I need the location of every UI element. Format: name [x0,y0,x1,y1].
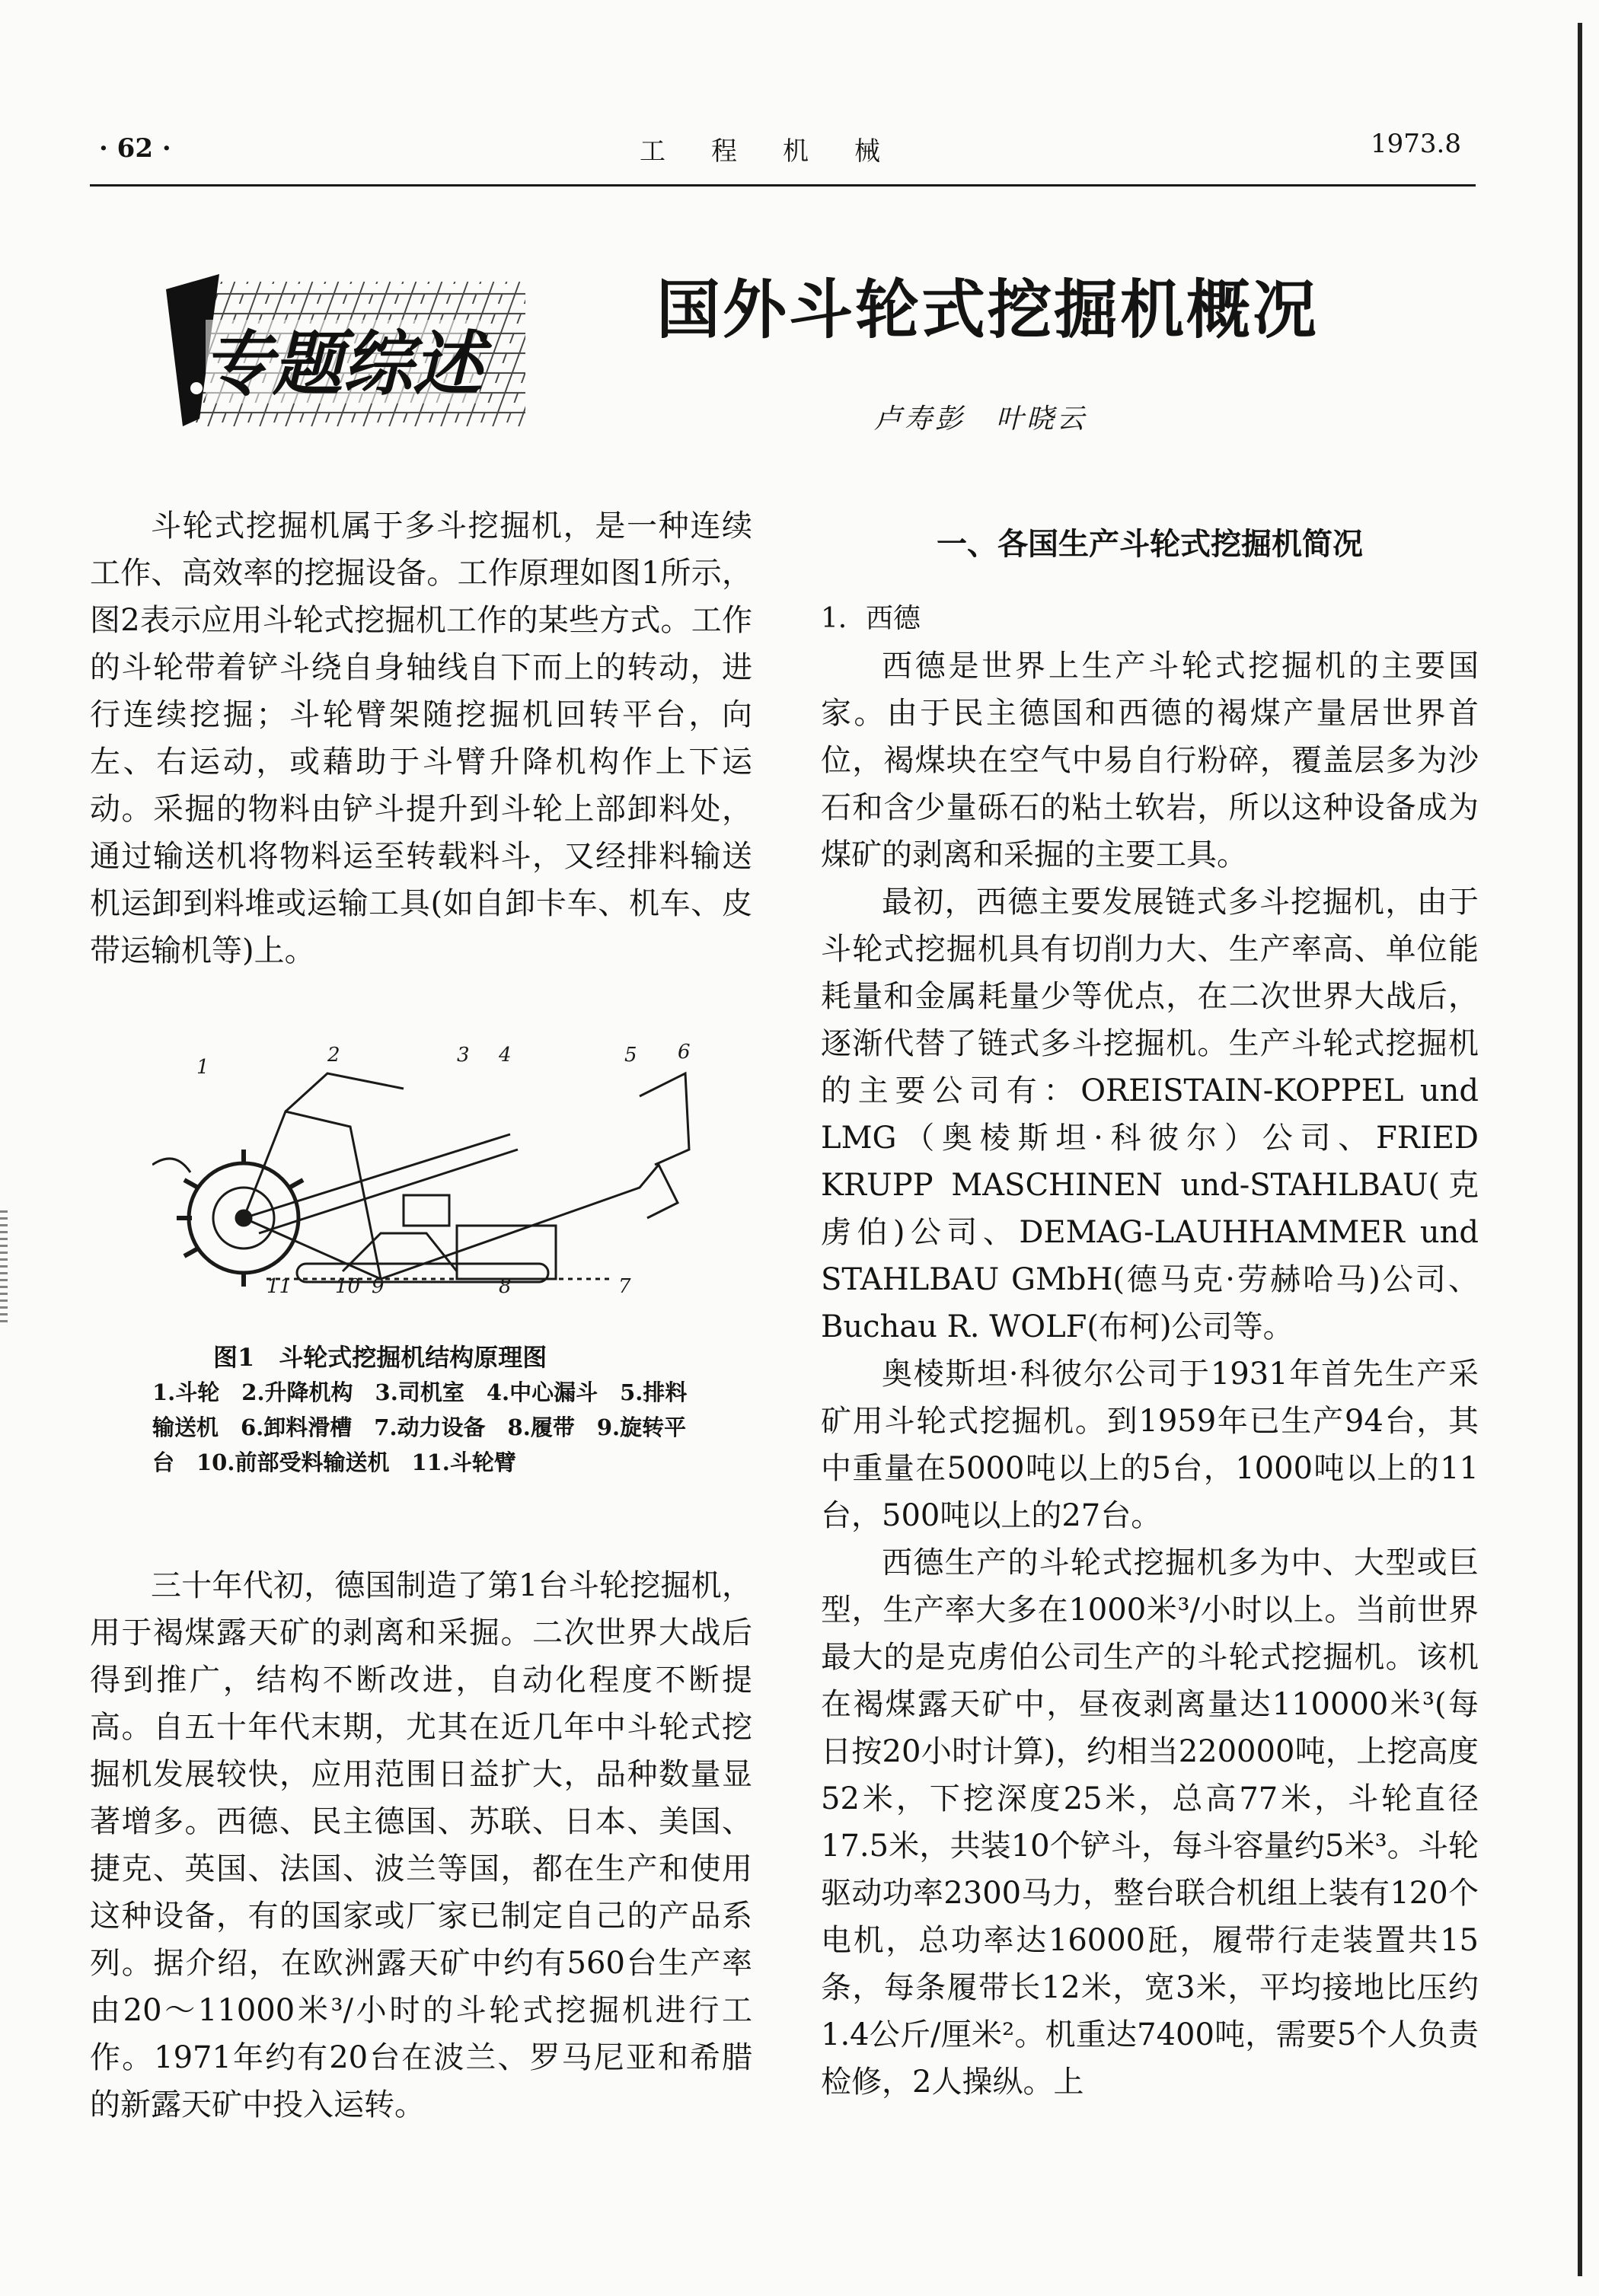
wheel-boom [244,1134,518,1279]
fig-label-10: 10 [335,1275,361,1294]
figure-1-excavator-diagram [152,1043,716,1294]
right-column [821,502,1479,2106]
history-paragraph: 三十年代初，德国制造了第1台斗轮挖掘机，用于褐煤露天矿的剥离和采掘。二次世界大战后得到推广，结构不断改进，自动化程度不断提高。自五十年代末期，尤其在近几年中斗轮式挖掘机发展较快，应用范围日益扩大，品种数量显著增多。西德、民主德国、苏联、日本、美国、捷克、英国、法国、波兰等国，都在生产和使用这种设备，有的国家或厂家已制定自己的产品系列。据介绍，在欧洲露天矿中约有560台生产率由20～11000米³/小时的斗轮式挖掘机进行工作。1971年约有20台在波兰、罗马尼亚和希腊的新露天矿中投入运转。 [90,1568,752,2122]
article-title: 国外斗轮式挖掘机概况 [656,273,1320,347]
discharge-chute [640,1073,689,1165]
subsection-heading: 1．西德 [821,603,921,634]
left-column-intro [90,502,752,974]
paragraph-1: 西德是世界上生产斗轮式挖掘机的主要国家。由于民主德国和西德的褐煤产量居世界首位，褐煤块在空气中易自行粉碎，覆盖层多为沙石和含少量砾石的粘土软岩，所以这种设备成为煤矿的剥离和采掘的主要工具。 [821,649,1479,872]
running-header [0,126,1599,171]
page-edge-shadow [1578,23,1582,2276]
fig-label-3: 3 [457,1044,470,1067]
figure-1-caption: 图1 斗轮式挖掘机结构原理图 [213,1343,547,1372]
fig-label-6: 6 [678,1043,691,1063]
scan-margin-marks [0,1210,8,1325]
paragraph-3: 奥棱斯坦·科彼尔公司于1931年首先生产采矿用斗轮式挖掘机。到1959年已生产94台，其中重量在5000吨以上的5台，1000吨以上的11台，500吨以上的27台。 [821,1357,1479,1533]
author-1: 卢寿彭 [874,403,966,435]
fig-label-4: 4 [499,1044,512,1067]
fig-label-2: 2 [327,1044,340,1067]
page-number: · 62 · [99,133,171,164]
authors [874,397,1087,436]
left-column-history [90,1562,752,2129]
issue-date: 1973.8 [1371,129,1461,159]
bucket-wheel [177,1150,303,1287]
journal-name: 工程机械 [640,136,926,167]
intro-paragraph: 斗轮式挖掘机属于多斗挖掘机，是一种连续工作、高效率的挖掘设备。工作原理如图1所示，图2表示应用斗轮式挖掘机工作的某些方式。工作的斗轮带着铲斗绕自身轴线自下而上的转动，进行连续挖掘；斗轮臂架随挖掘机回转平台，向左、右运动，或藉助于斗臂升降机构作上下运动。采掘的物料由铲斗提升到斗轮上部卸料处，通过输送机将物料运至转载料斗，又经排料输送机运卸到料堆或运输工具(如自卸卡车、机车、皮带运输机等)上。 [90,509,752,968]
fig-label-7: 7 [618,1275,631,1294]
discharge-conveyor [381,1165,678,1279]
figure-1-legend: 1.斗轮 2.升降机构 3.司机室 4.中心漏斗 5.排料输送机 6.卸料滑槽 7.动力设备 8.履带 9.旋转平台 10.前部受料输送机 11.斗轮臂 [152,1379,688,1475]
fig-label-11: 11 [266,1275,292,1294]
author-2: 叶晓云 [996,403,1088,435]
center-hopper [343,1233,457,1271]
topic-review-stamp [160,274,533,434]
fig-label-5: 5 [624,1044,637,1067]
section-title: 一、各国生产斗轮式挖掘机简况 [937,527,1363,562]
stamp-text: 专题综述 [202,323,484,405]
operator-cab [404,1195,449,1226]
paragraph-4: 西德生产的斗轮式挖掘机多为中、大型或巨型，生产率大多在1000米³/小时以上。当前世界最大的是克虏伯公司生产的斗轮式挖掘机。该机在褐煤露天矿中，昼夜剥离量达110000米³(每日按20小时计算)，约相当220000吨，上挖高度52米，下挖深度25米，总高77米，斗轮直径17.5米，共装10个铲斗，每斗容量约5米³。斗轮驱动功率2300马力，整台联合机组上装有120个电机，总功率达16000瓩，履带行走装置共15条，每条履带长12米，宽3米，平均接地比压约1.4公斤/厘米²。机重达7400吨，需要5个人负责检修，2人操纵。上 [821,1545,1479,2100]
fig-label-9: 9 [372,1275,385,1294]
fig-label-8: 8 [499,1275,512,1294]
header-rule [90,184,1476,187]
fig-label-1: 1 [196,1056,209,1079]
paragraph-2: 最初，西德主要发展链式多斗挖掘机，由于斗轮式挖掘机具有切削力大、生产率高、单位能耗量和金属耗量少等优点，在二次世界大战后，逐渐代替了链式多斗挖掘机。生产斗轮式挖掘机的主要公司有：OREISTAIN-KOPPEL und LMG（奥棱斯坦·科彼尔）公司、FRIED KRUPP MASCHINEN und-STAHLBAU(克虏伯)公司、DEMAG-LAUHHAMMER und STAHLBAU GMbH(德马克·劳赫哈马)公司、Buchau R. WOLF(布柯)公司等。 [821,885,1479,1344]
